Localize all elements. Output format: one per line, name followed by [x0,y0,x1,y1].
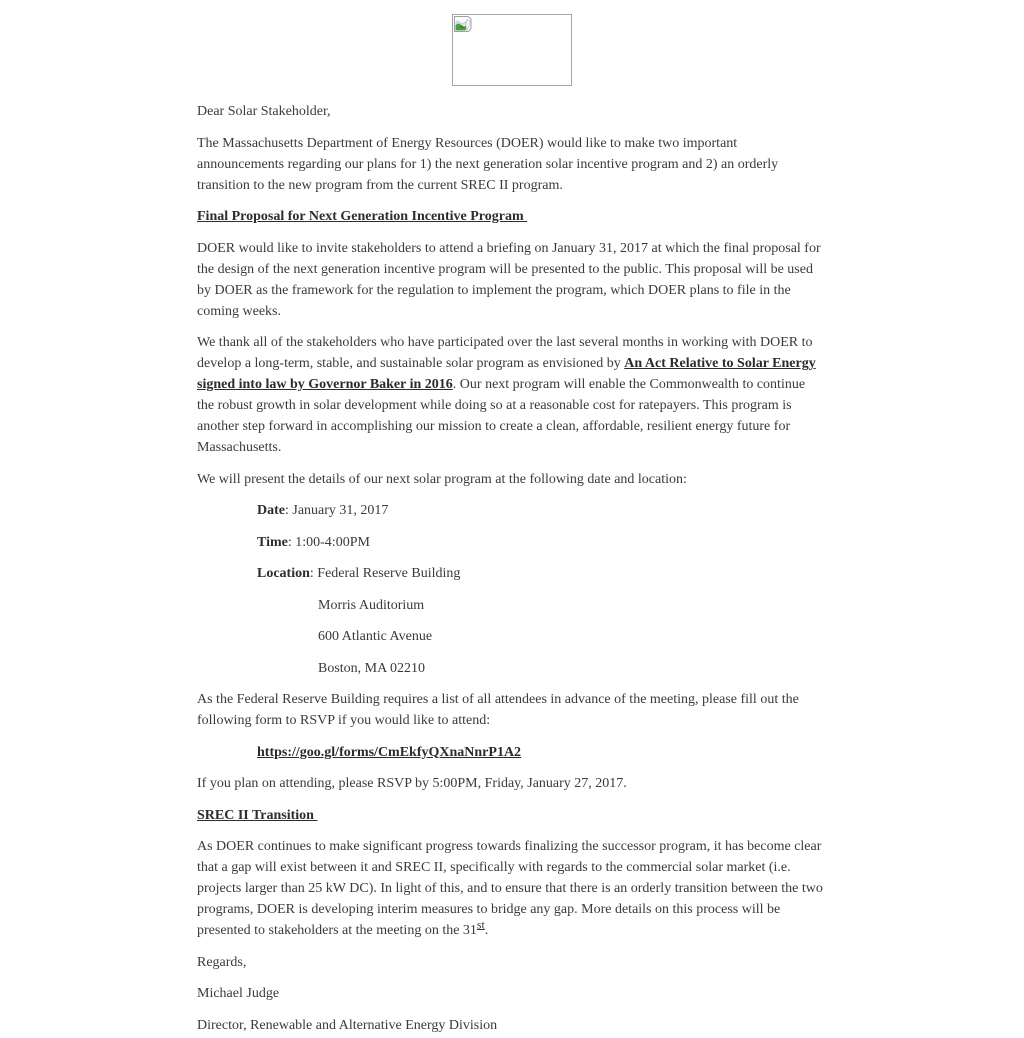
section2-sup: st [476,918,485,932]
para2-text-after: . Our next program will enable the Commonwealth to continue the robust growth in solar development while doing so at a reasonable cost for ratepayers. This program is another step forward in accomplishing our mission to create a clean, affordable, resilient energy future for Massachusetts. [197,377,806,455]
section1-para1: DOER would like to invite stakeholders to attend a briefing on January 31, 2017 at which the final proposal for the design of the next generation incentive program will be presented to the public. This proposal will be used by DOER as the framework for the regulation to implement the program, which DOER plans to file in the coming weeks. [197,240,821,319]
detail-label-time: Time [257,534,288,550]
rsvp-form-link[interactable]: https://goo.gl/forms/CmEkfyQXnaNnrP1A2 [257,744,522,760]
section2-text-end: . [484,923,489,938]
address-line-2: 600 Atlantic Avenue [318,629,433,644]
detail-row-time [197,532,824,553]
section2-para1 [197,836,824,941]
letter-page [0,14,1024,1038]
detail-row-location [197,563,824,584]
section2-heading: SREC II Transition [197,807,318,823]
detail-value-location: : Federal Reserve Building [309,566,461,581]
address-line-3: Boston, MA 02210 [318,660,425,676]
detail-value-date: : January 31, 2017 [285,503,389,518]
section2-text-main: As DOER continues to make significant progress towards finalizing the successor program, it has become clear that a gap will exist between it and SREC II, specifically with regards to the commercial solar market (i.e. projects larger than 25 kW DC). In light of this, and to ensure that there is an orderly transition between the two programs, DOER is developing interim measures to bridge any gap. More details on this process will be presented to stakeholders at the meeting on the 31 [197,839,823,938]
salutation: Dear Solar Stakeholder, [197,104,331,119]
closing-name: Michael Judge [197,986,280,1001]
rsvp-paragraph: As the Federal Reserve Building requires a list of all attendees in advance of the meeting, please fill out the following form to RSVP if you would like to attend: [197,692,799,728]
closing-regards: Regards, [197,954,247,970]
para2-text-before: We thank all of the stakeholders who have participated over the last several months in working with DOER to develop a long-term, stable, and sustainable solar program as envisioned by [197,335,813,371]
detail-label-location: Location [257,566,310,581]
address-line-1: Morris Auditorium [318,597,425,613]
section1-para2 [197,332,824,458]
intro-paragraph: The Massachusetts Department of Energy Resources (DOER) would like to make two important announcements regarding our plans for 1) the next generation solar incentive program and 2) an orderly transition to the new program from the current SREC II program. [197,135,779,193]
closing-title: Director, Renewable and Alternative Energy Division [197,1017,498,1033]
letter-body [197,101,824,1036]
solar-act-link[interactable]: An Act Relative to Solar Energy signed into law by Governor Baker in 2016 [197,356,816,392]
detail-value-time: : 1:00-4:00PM [287,534,370,550]
section1-heading: Final Proposal for Next Generation Incentive Program [197,209,528,224]
rsvp-deadline: If you plan on attending, please RSVP by 5:00PM, Friday, January 27, 2017. [197,776,627,791]
rsvp-link-row [197,742,824,763]
detail-row-date [197,500,824,521]
broken-image-icon [454,16,472,32]
image-placeholder [452,14,572,86]
section1-para3: We will present the details of our next solar program at the following date and location: [197,471,687,487]
detail-label-date: Date [257,503,285,518]
